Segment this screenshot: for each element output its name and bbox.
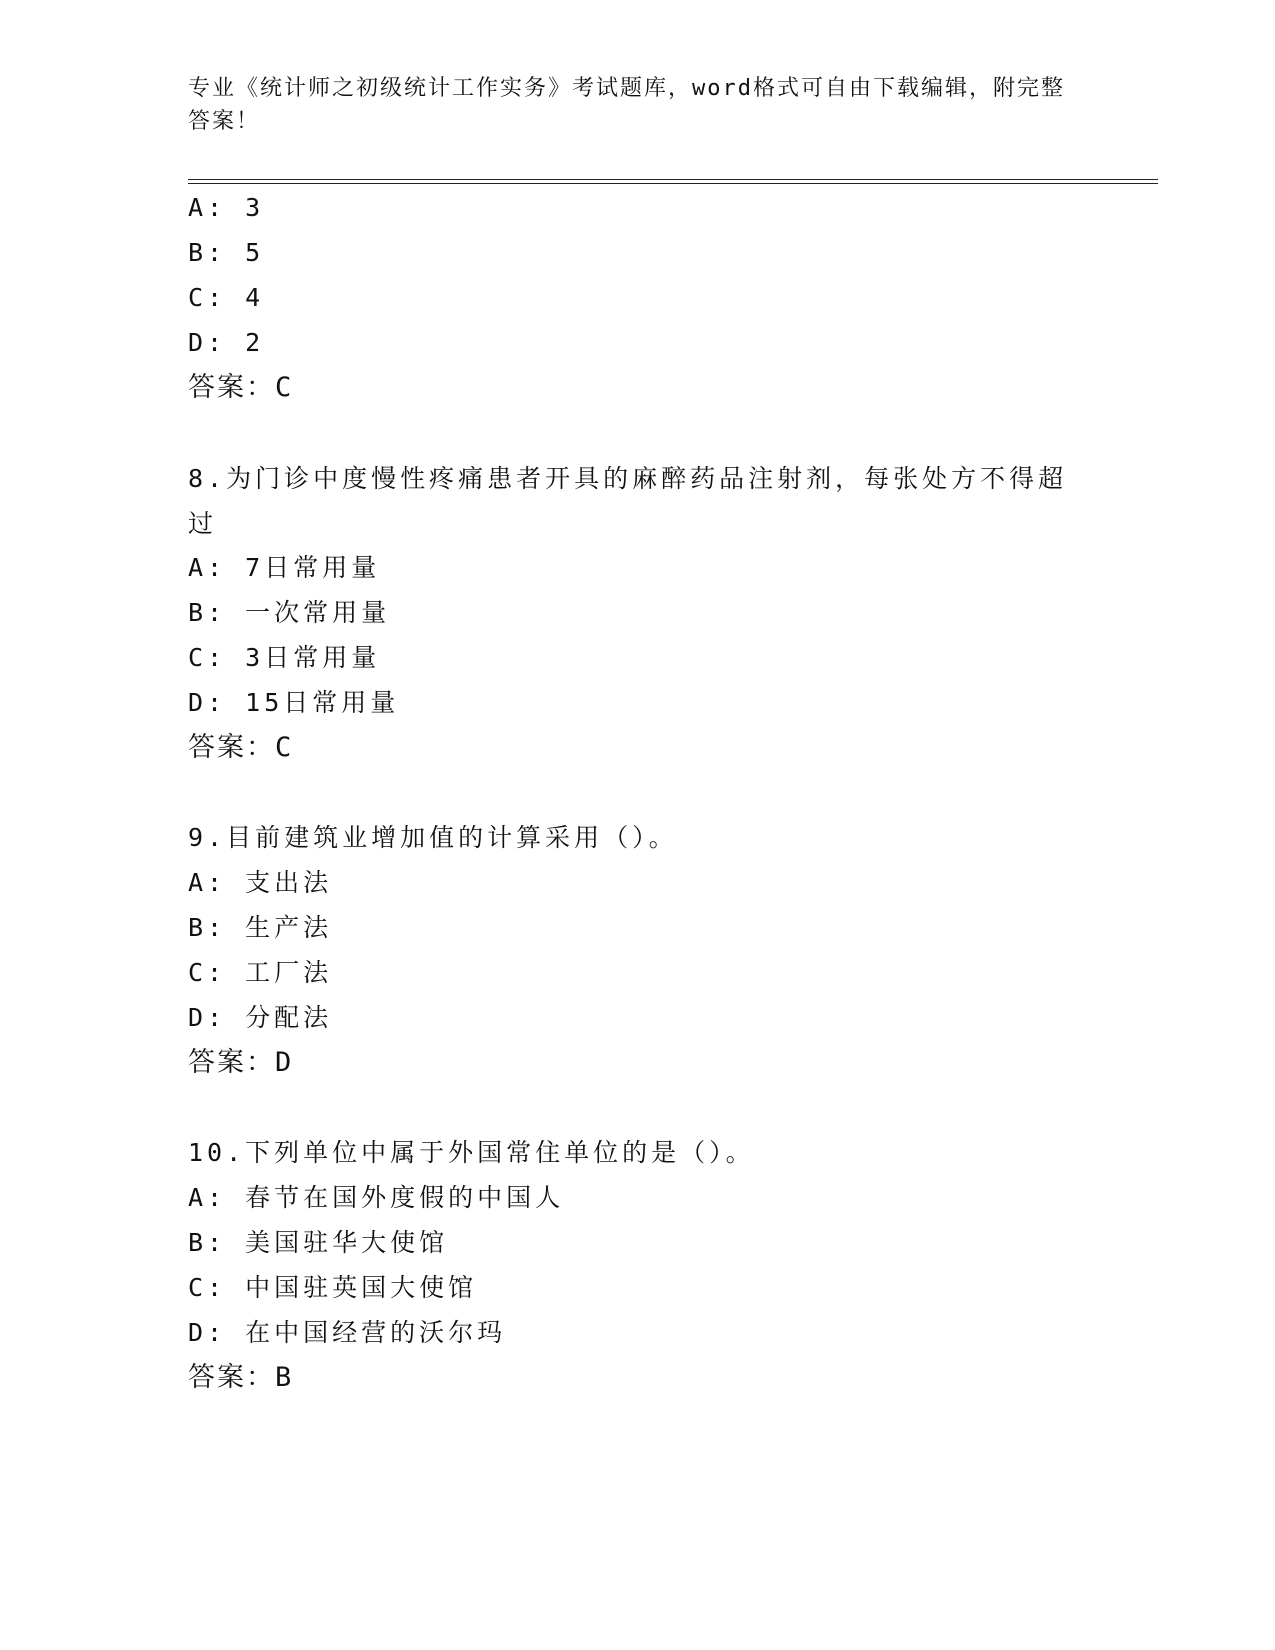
q7-option-c: C: 4 <box>188 283 265 312</box>
q8-answer: 答案：C <box>188 732 294 763</box>
q9-question: 9.目前建筑业增加值的计算采用（）。 <box>188 823 678 852</box>
q8-option-d: D: 15日常用量 <box>188 688 400 717</box>
q7-answer: 答案：C <box>188 372 294 403</box>
q10-option-a: A: 春节在国外度假的中国人 <box>188 1183 565 1212</box>
q9-option-d: D: 分配法 <box>188 1003 333 1032</box>
q9-answer: 答案：D <box>188 1047 294 1078</box>
document-header: 专业《统计师之初级统计工作实务》考试题库，word格式可自由下载编辑，附完整答案！ <box>188 76 1065 134</box>
q7-option-b: B: 5 <box>188 238 265 267</box>
header-divider-bottom <box>188 183 1158 184</box>
q7-option-d: D: 2 <box>188 328 265 357</box>
q10-answer: 答案：B <box>188 1362 294 1393</box>
q8-question: 8.为门诊中度慢性疼痛患者开具的麻醉药品注射剂，每张处方不得超过 <box>188 464 1068 538</box>
q9-option-c: C: 工厂法 <box>188 958 333 987</box>
q8-option-a: A: 7日常用量 <box>188 553 381 582</box>
q9-option-b: B: 生产法 <box>188 913 333 942</box>
q10-option-d: D: 在中国经营的沃尔玛 <box>188 1318 507 1347</box>
q8-option-b: B: 一次常用量 <box>188 598 391 627</box>
q10-option-b: B: 美国驻华大使馆 <box>188 1228 449 1257</box>
q9-option-a: A: 支出法 <box>188 868 333 897</box>
q10-question: 10.下列单位中属于外国常住单位的是（）。 <box>188 1138 755 1167</box>
q8-option-c: C: 3日常用量 <box>188 643 381 672</box>
q7-option-a: A: 3 <box>188 193 265 222</box>
q10-option-c: C: 中国驻英国大使馆 <box>188 1273 478 1302</box>
header-divider-top <box>188 179 1158 180</box>
